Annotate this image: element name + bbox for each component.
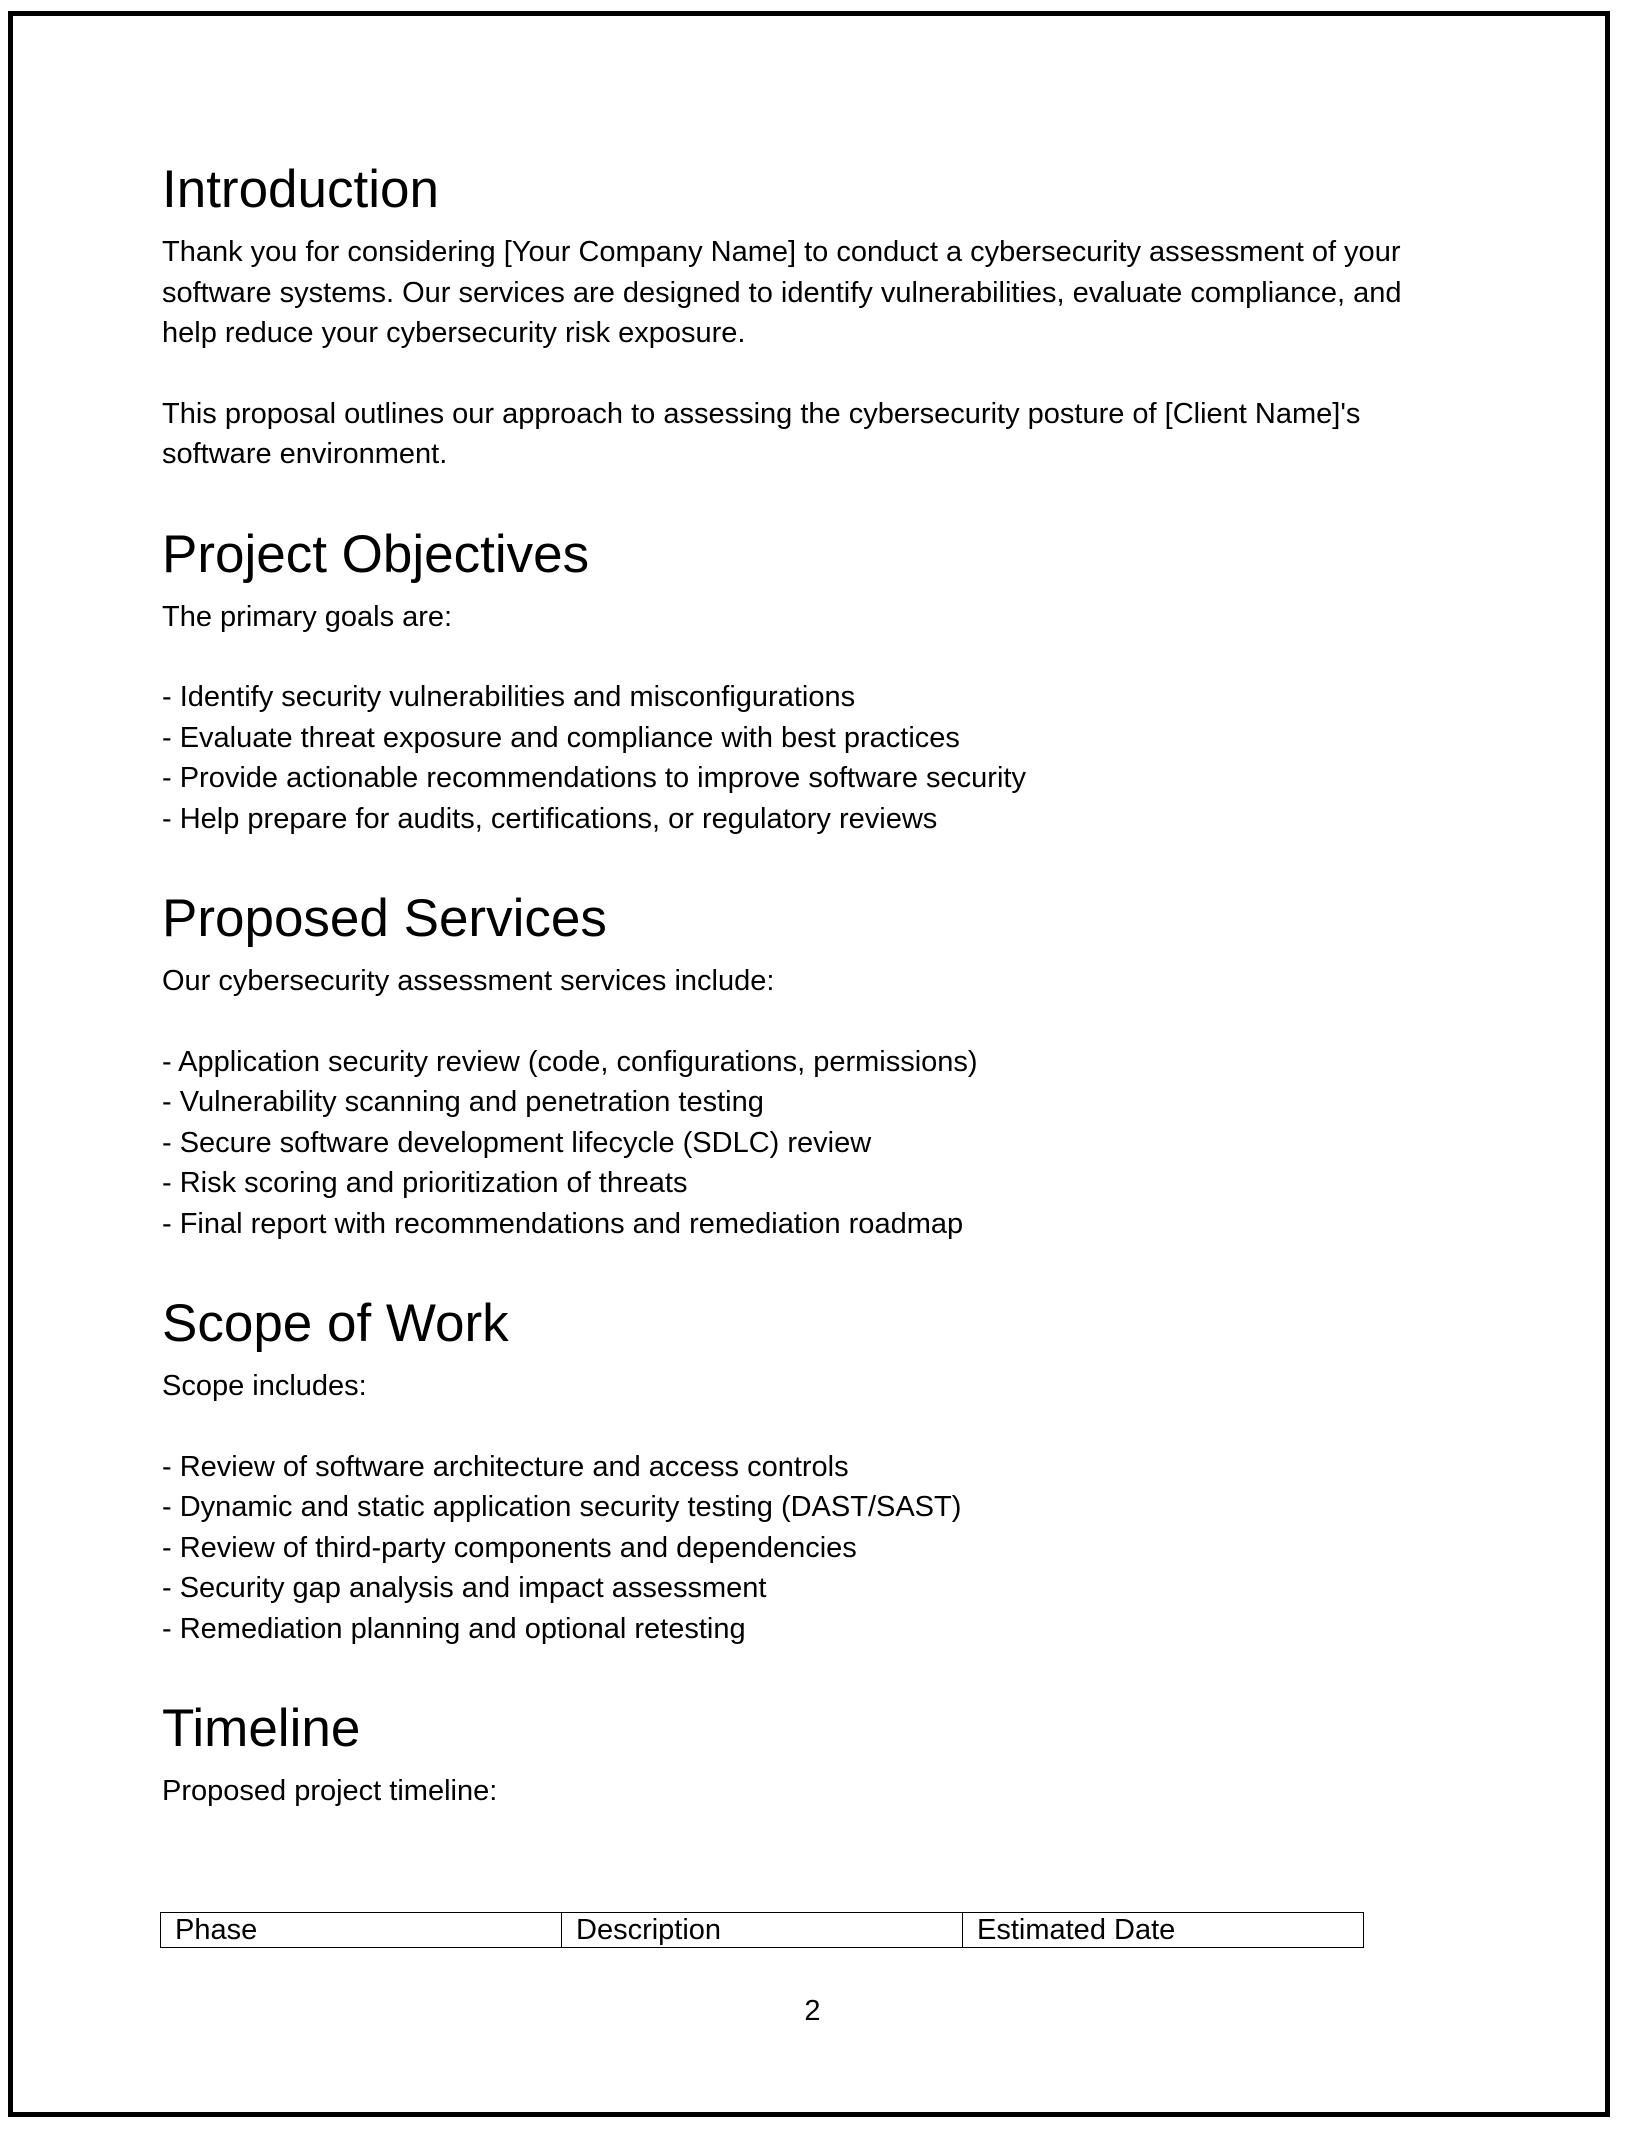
services-section: [162, 889, 1462, 1244]
objectives-section: [162, 525, 1462, 840]
list-item: - Risk scoring and prioritization of threats: [162, 1167, 688, 1199]
page-number: 2: [804, 1995, 821, 2027]
introduction-paragraph-2: This proposal outlines our approach to assessing the cybersecurity posture of [Client Name]'s software environment.: [162, 397, 1361, 470]
timeline-table: [160, 1912, 1364, 1948]
timeline-section: [162, 1699, 1462, 1812]
list-item: - Secure software development lifecycle (SDLC) review: [162, 1126, 872, 1159]
objectives-intro: The primary goals are:: [162, 600, 453, 633]
table-header-phase: Phase: [161, 1913, 562, 1948]
list-item: - Remediation planning and optional retesting: [162, 1612, 746, 1645]
list-item: - Identify security vulnerabilities and misconfigurations: [162, 681, 856, 713]
list-item: - Final report with recommendations and remediation roadmap: [162, 1207, 964, 1240]
list-item: - Dynamic and static application security testing (DAST/SAST): [162, 1491, 962, 1523]
introduction-paragraph-1: Thank you for considering [Your Company Name] to conduct a cybersecurity assessment of your software systems. Our services are designed to identify vulnerabilities, evaluate compliance, and help reduce your cybersecurity risk exposure.: [162, 236, 1402, 349]
list-item: - Evaluate threat exposure and compliance with best practices: [162, 721, 960, 754]
objectives-heading: Project Objectives: [162, 524, 590, 584]
timeline-heading: Timeline: [162, 1699, 361, 1758]
scope-intro: Scope includes:: [162, 1370, 367, 1402]
list-item: - Vulnerability scanning and penetration testing: [162, 1086, 764, 1118]
document-body: [162, 160, 1462, 1862]
list-item: - Help prepare for audits, certifications, or regulatory reviews: [162, 802, 938, 835]
list-item: - Security gap analysis and impact assessment: [162, 1572, 767, 1604]
services-heading: Proposed Services: [162, 889, 607, 948]
scope-section: [162, 1294, 1462, 1649]
timeline-intro: Proposed project timeline:: [162, 1775, 498, 1807]
table-header-description: Description: [562, 1913, 963, 1948]
table-header-estimated-date: Estimated Date: [963, 1913, 1364, 1948]
list-item: - Application security review (code, configurations, permissions): [162, 1045, 978, 1078]
list-item: - Review of software architecture and access controls: [162, 1450, 849, 1483]
services-intro: Our cybersecurity assessment services include:: [162, 965, 775, 997]
scope-heading: Scope of Work: [162, 1294, 509, 1353]
list-item: - Provide actionable recommendations to improve software security: [162, 762, 1026, 794]
introduction-heading: Introduction: [162, 160, 439, 219]
list-item: - Review of third-party components and dependencies: [162, 1531, 857, 1564]
introduction-section: [162, 160, 1462, 475]
table-header-row: [161, 1913, 1364, 1948]
